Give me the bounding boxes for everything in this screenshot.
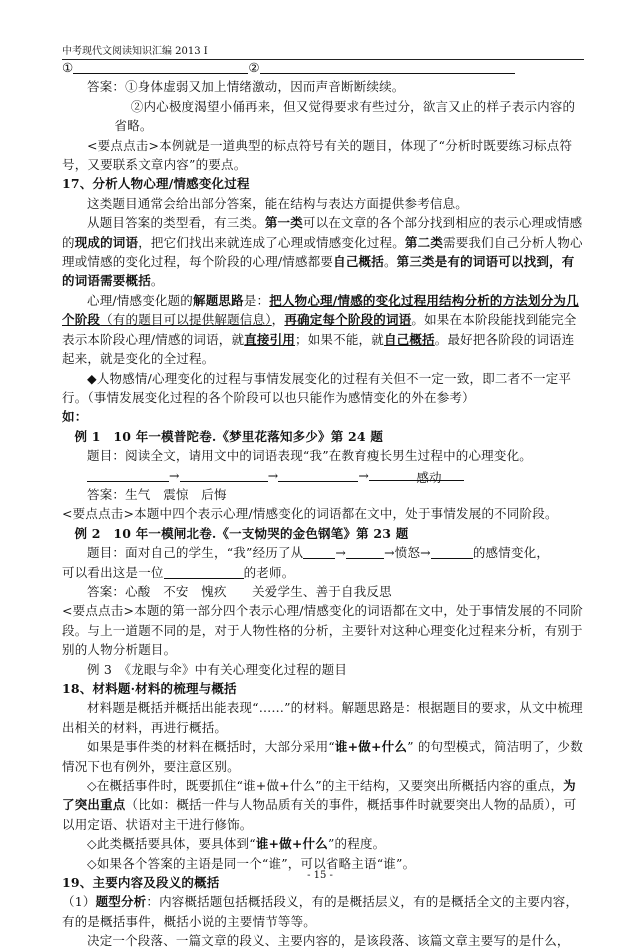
s17-para-4: ◆人物感情/心理变化的过程与事情发展变化的过程有关但不一定一致，即二者不一定平行。（事情发展变化过程的各个阶段可以也只能作为感情变化的外在参考）: [62, 370, 572, 405]
s19-para-1: [62, 892, 586, 931]
text: 题型分析: [95, 894, 147, 910]
text: 。: [383, 254, 397, 270]
text: 。如果在本阶段能找到能完全表示本阶段心理/情感的词语，就: [62, 312, 577, 347]
text: 自己概括: [333, 254, 384, 270]
s17-para-3: [62, 291, 586, 369]
answer-1b: ②内心极度渴望小俑再来，但又觉得要求有些过分，欲言又止的样子表示内容的省略。: [114, 98, 576, 134]
s19-para-2: 决定一个段落、一篇文章的段义、主要内容的，是该段落、该篇文章主要写的是什么，: [87, 933, 570, 949]
example-1-point: <要点点击>本题中四个表示心理/情感变化的词语都在文中，处于事情发展的不同阶段。: [62, 506, 558, 522]
text: 心理/情感变化题的: [87, 292, 194, 308]
text: ，: [271, 312, 285, 328]
section-18-title: 18、材料题·材料的梳理与概括: [62, 681, 237, 696]
s17-para-2: [62, 213, 586, 291]
text: 是：: [243, 292, 270, 308]
text: 。最好把各阶段的词语连起来，就是变化的全过程。: [62, 331, 575, 367]
text: 。: [150, 273, 164, 289]
text: 第一类: [264, 215, 303, 231]
text: 谁+做+什么: [334, 739, 408, 755]
text: 把人物心理/情感的变化过程用结构分析的方法划分为几个阶段: [62, 292, 579, 328]
text: 再确定每个阶段的词语: [284, 312, 412, 328]
answer-blank: [87, 469, 169, 482]
example-1-title: 例 1 10 年一模普陀卷.《梦里花落知多少》第 24 题: [74, 428, 384, 444]
answer-blank: [431, 546, 473, 559]
text: ；如果不能，就: [295, 331, 384, 347]
ru-label: 如：: [62, 409, 88, 425]
answer-blank: [278, 469, 358, 482]
blank-marker-2: ②: [248, 60, 260, 75]
text: 直接引用: [244, 331, 296, 347]
s17-para-1: 这类题目通常会给出部分答案，能在结构与表达方面提供参考信息。: [87, 195, 469, 211]
page-number: - 15 -: [307, 870, 333, 881]
text: 现成的词语: [74, 234, 139, 250]
text: （比如：概括一件与人物品质有关的事件，概括事件时就要突出人物的品质），可以用定语、状语对主干进行修饰。: [62, 797, 577, 832]
answer-1a: 答案：①身体虚弱又加上情绪激动，因而声音断断续续。: [87, 79, 405, 95]
text: 第三类是有的词语可以找到，有的词语需要概括: [62, 254, 575, 289]
text: 解题思路: [193, 292, 244, 308]
s18-para-1: 材料题是概括并概括出能表现“……”的材料。解题思路是：根据题目的要求，从文中梳理出相关的材料，再进行概括。: [62, 700, 583, 735]
running-header: 中考现代文阅读知识汇编 2013 Ⅰ: [62, 42, 584, 60]
example-2-question-cont: [62, 563, 586, 582]
text: （1）: [62, 894, 96, 910]
text: 从题目答案的类型看，有三类。: [87, 215, 265, 231]
s18-para-5: ◇如果各个答案的主语是同一个“谁”，可以省略主语“谁”。: [87, 855, 416, 871]
text: （有的题目可以提供解题信息）: [100, 312, 272, 328]
point-1: <要点点击>本例就是一道典型的标点符号有关的题目，体现了“分析时既要练习标点符号，又要联系文章内容”的要点。: [62, 137, 573, 173]
text: 为了突出重点: [62, 778, 576, 813]
section-19-title: 19、主要内容及段义的概括: [62, 875, 220, 891]
text: 自己概括: [383, 331, 435, 347]
example-2-title: 例 2 10 年一模闸北卷.《一支恸哭的金色钢笔》第 23 题: [74, 525, 409, 541]
text: ，把它们找出来就连成了心理或情感变化过程。: [138, 234, 405, 250]
s18-para-4: [62, 834, 586, 853]
example-2-point: <要点点击>本题的第一部分四个表示心理/情感变化的词语都在文中，处于事情发展的不同阶段。与上一道题不同的是，对于人物性格的分析，主要针对这种心理变化过程来分析，有别于别的人物分析题目。: [62, 603, 584, 658]
text: 第二类: [404, 234, 444, 250]
s18-para-3: [62, 776, 586, 834]
section-17-title: 17、分析人物心理/情感变化过程: [62, 176, 250, 192]
text: 可以看出这是一位: [62, 564, 164, 580]
text: 的老师。: [243, 564, 295, 580]
ex1-word: [369, 468, 464, 485]
example-2-question: 题目：面对自己的学生，“我”经历了从 → →愤怒→ 的感情变化，: [87, 545, 550, 561]
text: 感动: [416, 469, 442, 485]
example-1-blanks: → → → 感动: [62, 466, 586, 485]
text: ◇此类概括要具体，要具体到“: [87, 836, 256, 852]
answer-blank: [260, 61, 515, 74]
s18-para-2: [62, 737, 586, 776]
top-blank-line: [62, 58, 586, 77]
text: 需要我们自己分析人物心理或情感的变化过程，每个阶段的心理/情感都要: [62, 234, 583, 270]
example-3-title: 例 3 《龙眼与伞》中有关心理变化过程的题目: [87, 661, 348, 677]
text: 如果是事件类的材料在概括时，大部分采用“: [87, 739, 335, 755]
text: 愤怒: [394, 545, 421, 561]
text: 的感情变化，: [472, 545, 550, 561]
answer-blank: [164, 566, 244, 579]
example-1-answer: 答案：生气 震惊 后悔: [87, 486, 227, 502]
text: 谁+做+什么: [255, 836, 328, 852]
answer-blank: [180, 469, 268, 482]
text: 可以在文章的各个部分找到相应的表示心理或情感的: [62, 215, 583, 250]
example-1-question: 题目：阅读全文，请用文中的词语表现“我”在教育瘦长男生过程中的心理变化。: [87, 448, 532, 464]
answer-blank: [303, 546, 335, 559]
text: ” 的句型模式，简洁明了，少数情况下也有例外，要注意区别。: [62, 739, 583, 774]
example-2-answer: 答案：心酸 不安 愧疚 关爱学生、善于自我反思: [87, 583, 392, 599]
answer-blank: [346, 546, 384, 559]
text: ：内容概括题包括概括段义，有的是概括层义，有的是概括全文的主要内容，有的是概括事件，概括小说的主要情节等等。: [62, 894, 579, 929]
answer-blank: [73, 61, 248, 74]
text: ◇在概括事件时，既要抓住“谁+做+什么”的主干结构，又要突出所概括内容的重点，: [87, 778, 564, 794]
text: ”的程度。: [327, 836, 386, 852]
text: 题目：面对自己的学生，“我”经历了从: [87, 545, 304, 561]
page-content: [62, 58, 586, 951]
blank-marker-1: ①: [62, 60, 74, 75]
